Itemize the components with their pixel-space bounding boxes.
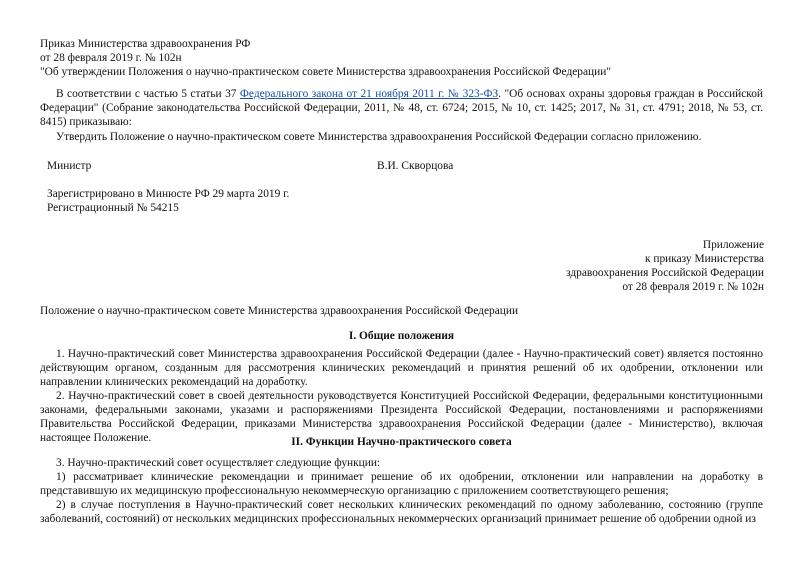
paragraph-3-item-1: 1) рассматривает клинические рекомендации и принимает решение об их одобрении, отклонении или направлении на доработку в представившую их медицинскую профессиональную некоммерческую организацию с приложением соответствующего решения; bbox=[40, 471, 763, 497]
registration-info: Зарегистрировано в Минюсте РФ 29 марта 2019 г. bbox=[47, 188, 290, 200]
minister-name: В.И. Скворцова bbox=[377, 160, 454, 172]
section-1-heading: I. Общие положения bbox=[348, 330, 455, 342]
approve-paragraph: Утвердить Положение о научно-практическом совете Министерства здравоохранения Российской Федерации согласно приложению. bbox=[56, 131, 702, 143]
appendix-line: здравоохранения Российской Федерации bbox=[566, 267, 764, 279]
order-header bbox=[40, 37, 760, 79]
intro-post: . "Об основах охраны здоровья граждан в Российской Федерации" (Собрание законодательства Российской Федерации, 2011, № 48, ст. 6724; 2015, № 10, ст. 1425; 2017, № 31, ст. 4791; 2018, № 53, ст. 8415) приказываю: bbox=[40, 88, 763, 128]
appendix-line: Приложение bbox=[702, 239, 764, 251]
paragraph-3-item-2: 2) в случае поступления в Научно-практический совет нескольких клинических рекомендаций по одному заболеванию, состоянию (группе заболеваний, состояний) от нескольких медицинских профессиональных некоммерческих организаций принимает решение об одобрении одной из bbox=[40, 499, 763, 525]
paragraph-1: 1. Научно-практический совет Министерства здравоохранения Российской Федерации (далее - Научно-практический совет) является постоянно действующим органом, созданным для рассмотрения клинических рекомендаций и принятия решений об их одобрении, отклонении или направлении клинических рекомендаций на доработку. bbox=[40, 348, 763, 388]
intro-pre: В соответствии с частью 5 статьи 37 bbox=[56, 88, 237, 100]
appendix-line: от 28 февраля 2019 г. № 102н bbox=[622, 281, 764, 293]
appendix-line: к приказу Министерства bbox=[644, 253, 764, 265]
order-date: от 28 февраля 2019 г. № 102н bbox=[40, 52, 182, 64]
section-2-heading: II. Функции Научно-практического совета bbox=[291, 436, 512, 448]
intro-paragraph bbox=[40, 87, 763, 129]
order-subject: "Об утверждении Положения о научно-практическом совете Министерства здравоохранения Российской Федерации" bbox=[40, 66, 611, 78]
minister-title: Министр bbox=[47, 160, 92, 172]
federal-law-link[interactable]: Федерального закона от 21 ноября 2011 г. № 323-ФЗ bbox=[239, 88, 499, 100]
order-title: Приказ Министерства здравоохранения РФ bbox=[40, 38, 251, 50]
paragraph-3: 3. Научно-практический совет осуществляет следующие функции: bbox=[56, 457, 381, 469]
registration-number: Регистрационный № 54215 bbox=[47, 202, 179, 214]
paragraph-2: 2. Научно-практический совет в своей деятельности руководствуется Конституцией Российской Федерации, федеральными конституционными законами, федеральными законами, указами и распоряжениями Президента Российской Федерации, постановлениями и распоряжениями Правительства Российской Федерации, приказами Министерства здравоохранения Российской Федерации (далее - Министерство), включая настоящее Положение. bbox=[40, 390, 763, 444]
appendix-block bbox=[460, 238, 764, 294]
polozhenie-title: Положение о научно-практическом совете Министерства здравоохранения Российской Федерации bbox=[40, 305, 519, 317]
